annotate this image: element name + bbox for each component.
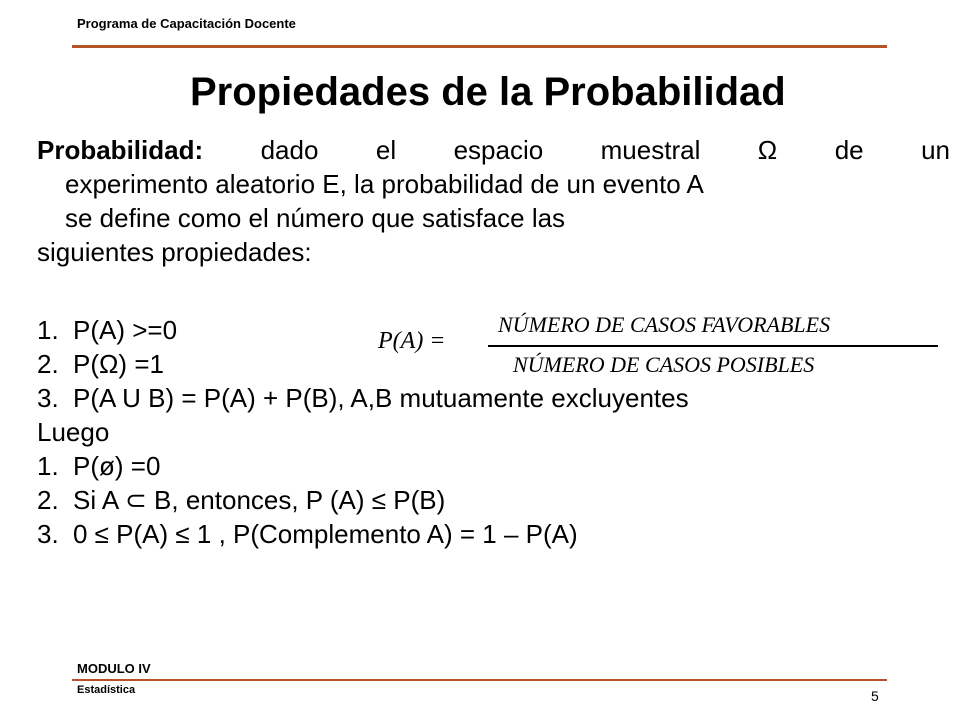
consequence-item	[37, 449, 950, 483]
fraction-bar	[488, 345, 938, 347]
probability-formula	[378, 300, 938, 390]
footer-module: MODULO IV	[77, 661, 151, 676]
definition-line-2: experimento aleatorio E, la probabilidad de un evento A	[65, 169, 704, 199]
formula-denominator: NÚMERO DE CASOS POSIBLES	[513, 352, 815, 377]
definition-term: Probabilidad:	[37, 135, 204, 165]
consequences-list	[37, 449, 950, 551]
definition-text-1: dado el espacio muestral Ω de un	[260, 135, 950, 165]
footer-course: Estadística	[77, 684, 136, 696]
program-header: Programa de Capacitación Docente	[77, 16, 296, 31]
property-text: P(Ω) =1	[73, 349, 164, 379]
slide-title: Propiedades de la Probabilidad	[190, 70, 786, 114]
property-number: 1.	[37, 315, 59, 345]
definition-line-1	[37, 133, 950, 167]
consequence-text: 0 ≤ P(A) ≤ 1 , P(Complemento A) = 1 – P(A)	[73, 519, 578, 549]
consequence-number: 3.	[37, 519, 59, 549]
definition-line-3: se define como el número que satisface las	[65, 203, 566, 233]
definition-line-4: siguientes propiedades:	[37, 237, 312, 267]
consequence-item	[37, 483, 950, 517]
consequence-item	[37, 517, 950, 551]
then-label: Luego	[37, 417, 110, 447]
header-divider	[72, 45, 887, 48]
footer-divider	[72, 679, 887, 681]
formula-numerator: NÚMERO DE CASOS FAVORABLES	[498, 312, 831, 337]
consequence-number: 2.	[37, 485, 59, 515]
consequence-text: P(ø) =0	[73, 451, 161, 481]
formula-lhs: P(A) =	[378, 328, 446, 354]
consequence-text: Si A ⊂ B, entonces, P (A) ≤ P(B)	[73, 485, 446, 515]
property-number: 2.	[37, 349, 59, 379]
property-text: P(A) >=0	[73, 315, 178, 345]
consequence-number: 1.	[37, 451, 59, 481]
page-number: 5	[871, 688, 879, 704]
property-text: P(A U B) = P(A) + P(B), A,B mutuamente excluyentes	[73, 383, 689, 413]
property-number: 3.	[37, 383, 59, 413]
